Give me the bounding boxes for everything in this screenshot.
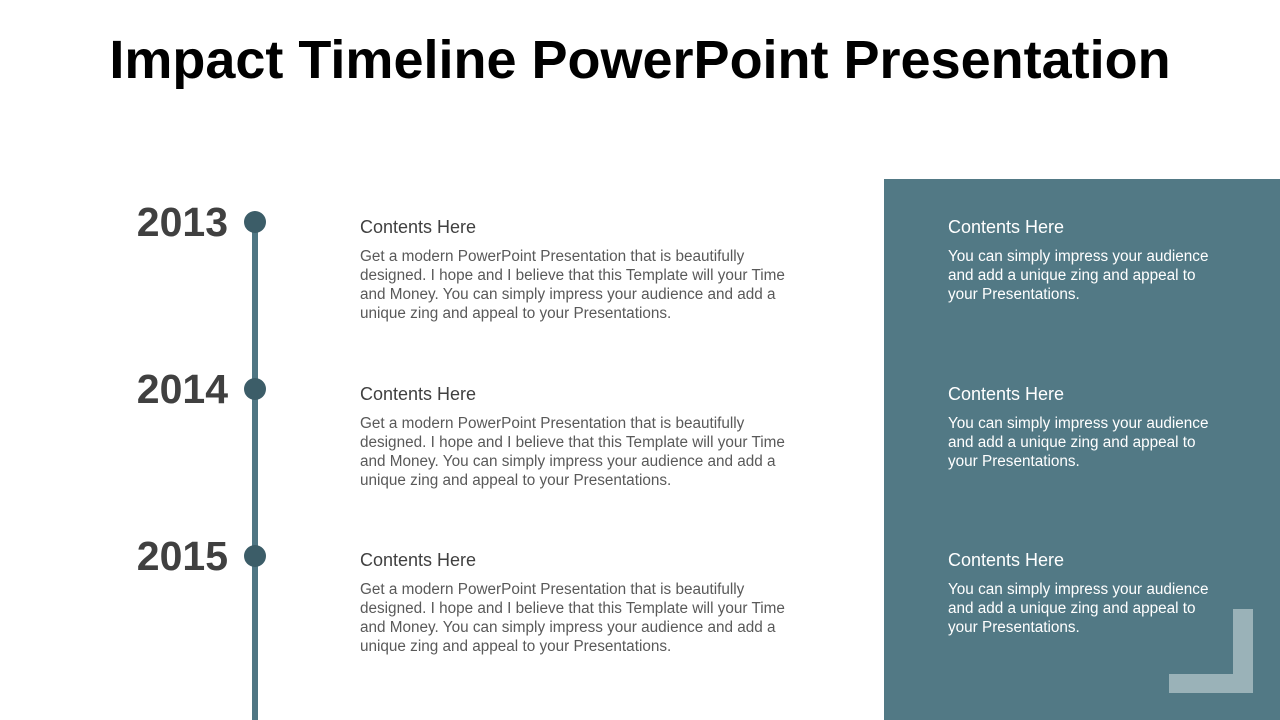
entry-heading: Contents Here <box>360 217 477 237</box>
entry-heading: Contents Here <box>360 550 477 570</box>
year-label-2015: 2015 <box>136 533 228 579</box>
timeline-entry-2014 <box>360 383 830 490</box>
side-entry-2013 <box>948 216 1228 304</box>
side-entry-body: You can simply impress your audience and add a unique zing and appeal to your Presentations. <box>948 581 1209 636</box>
side-entry-heading: Contents Here <box>948 217 1065 237</box>
timeline-dot-icon <box>244 378 266 400</box>
timeline-dot-icon <box>244 211 266 233</box>
side-entry-body: You can simply impress your audience and add a unique zing and appeal to your Presentations. <box>948 415 1209 470</box>
entry-body: Get a modern PowerPoint Presentation that is beautifully designed. I hope and I believe that this Template will your Time and Money. You can simply impress your audience and add a unique zing and appeal to your Presentations. <box>360 581 785 655</box>
entry-heading: Contents Here <box>360 384 477 404</box>
side-entry-2014 <box>948 383 1228 471</box>
entry-body: Get a modern PowerPoint Presentation that is beautifully designed. I hope and I believe that this Template will your Time and Money. You can simply impress your audience and add a unique zing and appeal to your Presentations. <box>360 248 785 322</box>
corner-bracket-shape <box>1169 674 1253 693</box>
year-label-2013: 2013 <box>136 199 228 245</box>
timeline-dot-icon <box>244 545 266 567</box>
timeline-entry-2013 <box>360 216 830 323</box>
side-entry-heading: Contents Here <box>948 384 1065 404</box>
timeline-line <box>252 221 258 720</box>
year-label-2014: 2014 <box>136 366 228 412</box>
side-entry-2015 <box>948 549 1228 637</box>
timeline-entry-2015 <box>360 549 830 656</box>
entry-body: Get a modern PowerPoint Presentation that is beautifully designed. I hope and I believe that this Template will your Time and Money. You can simply impress your audience and add a unique zing and appeal to your Presentations. <box>360 415 785 489</box>
side-entry-body: You can simply impress your audience and add a unique zing and appeal to your Presentations. <box>948 248 1209 303</box>
side-entry-heading: Contents Here <box>948 550 1065 570</box>
slide-title: Impact Timeline PowerPoint Presentation <box>109 30 1171 90</box>
